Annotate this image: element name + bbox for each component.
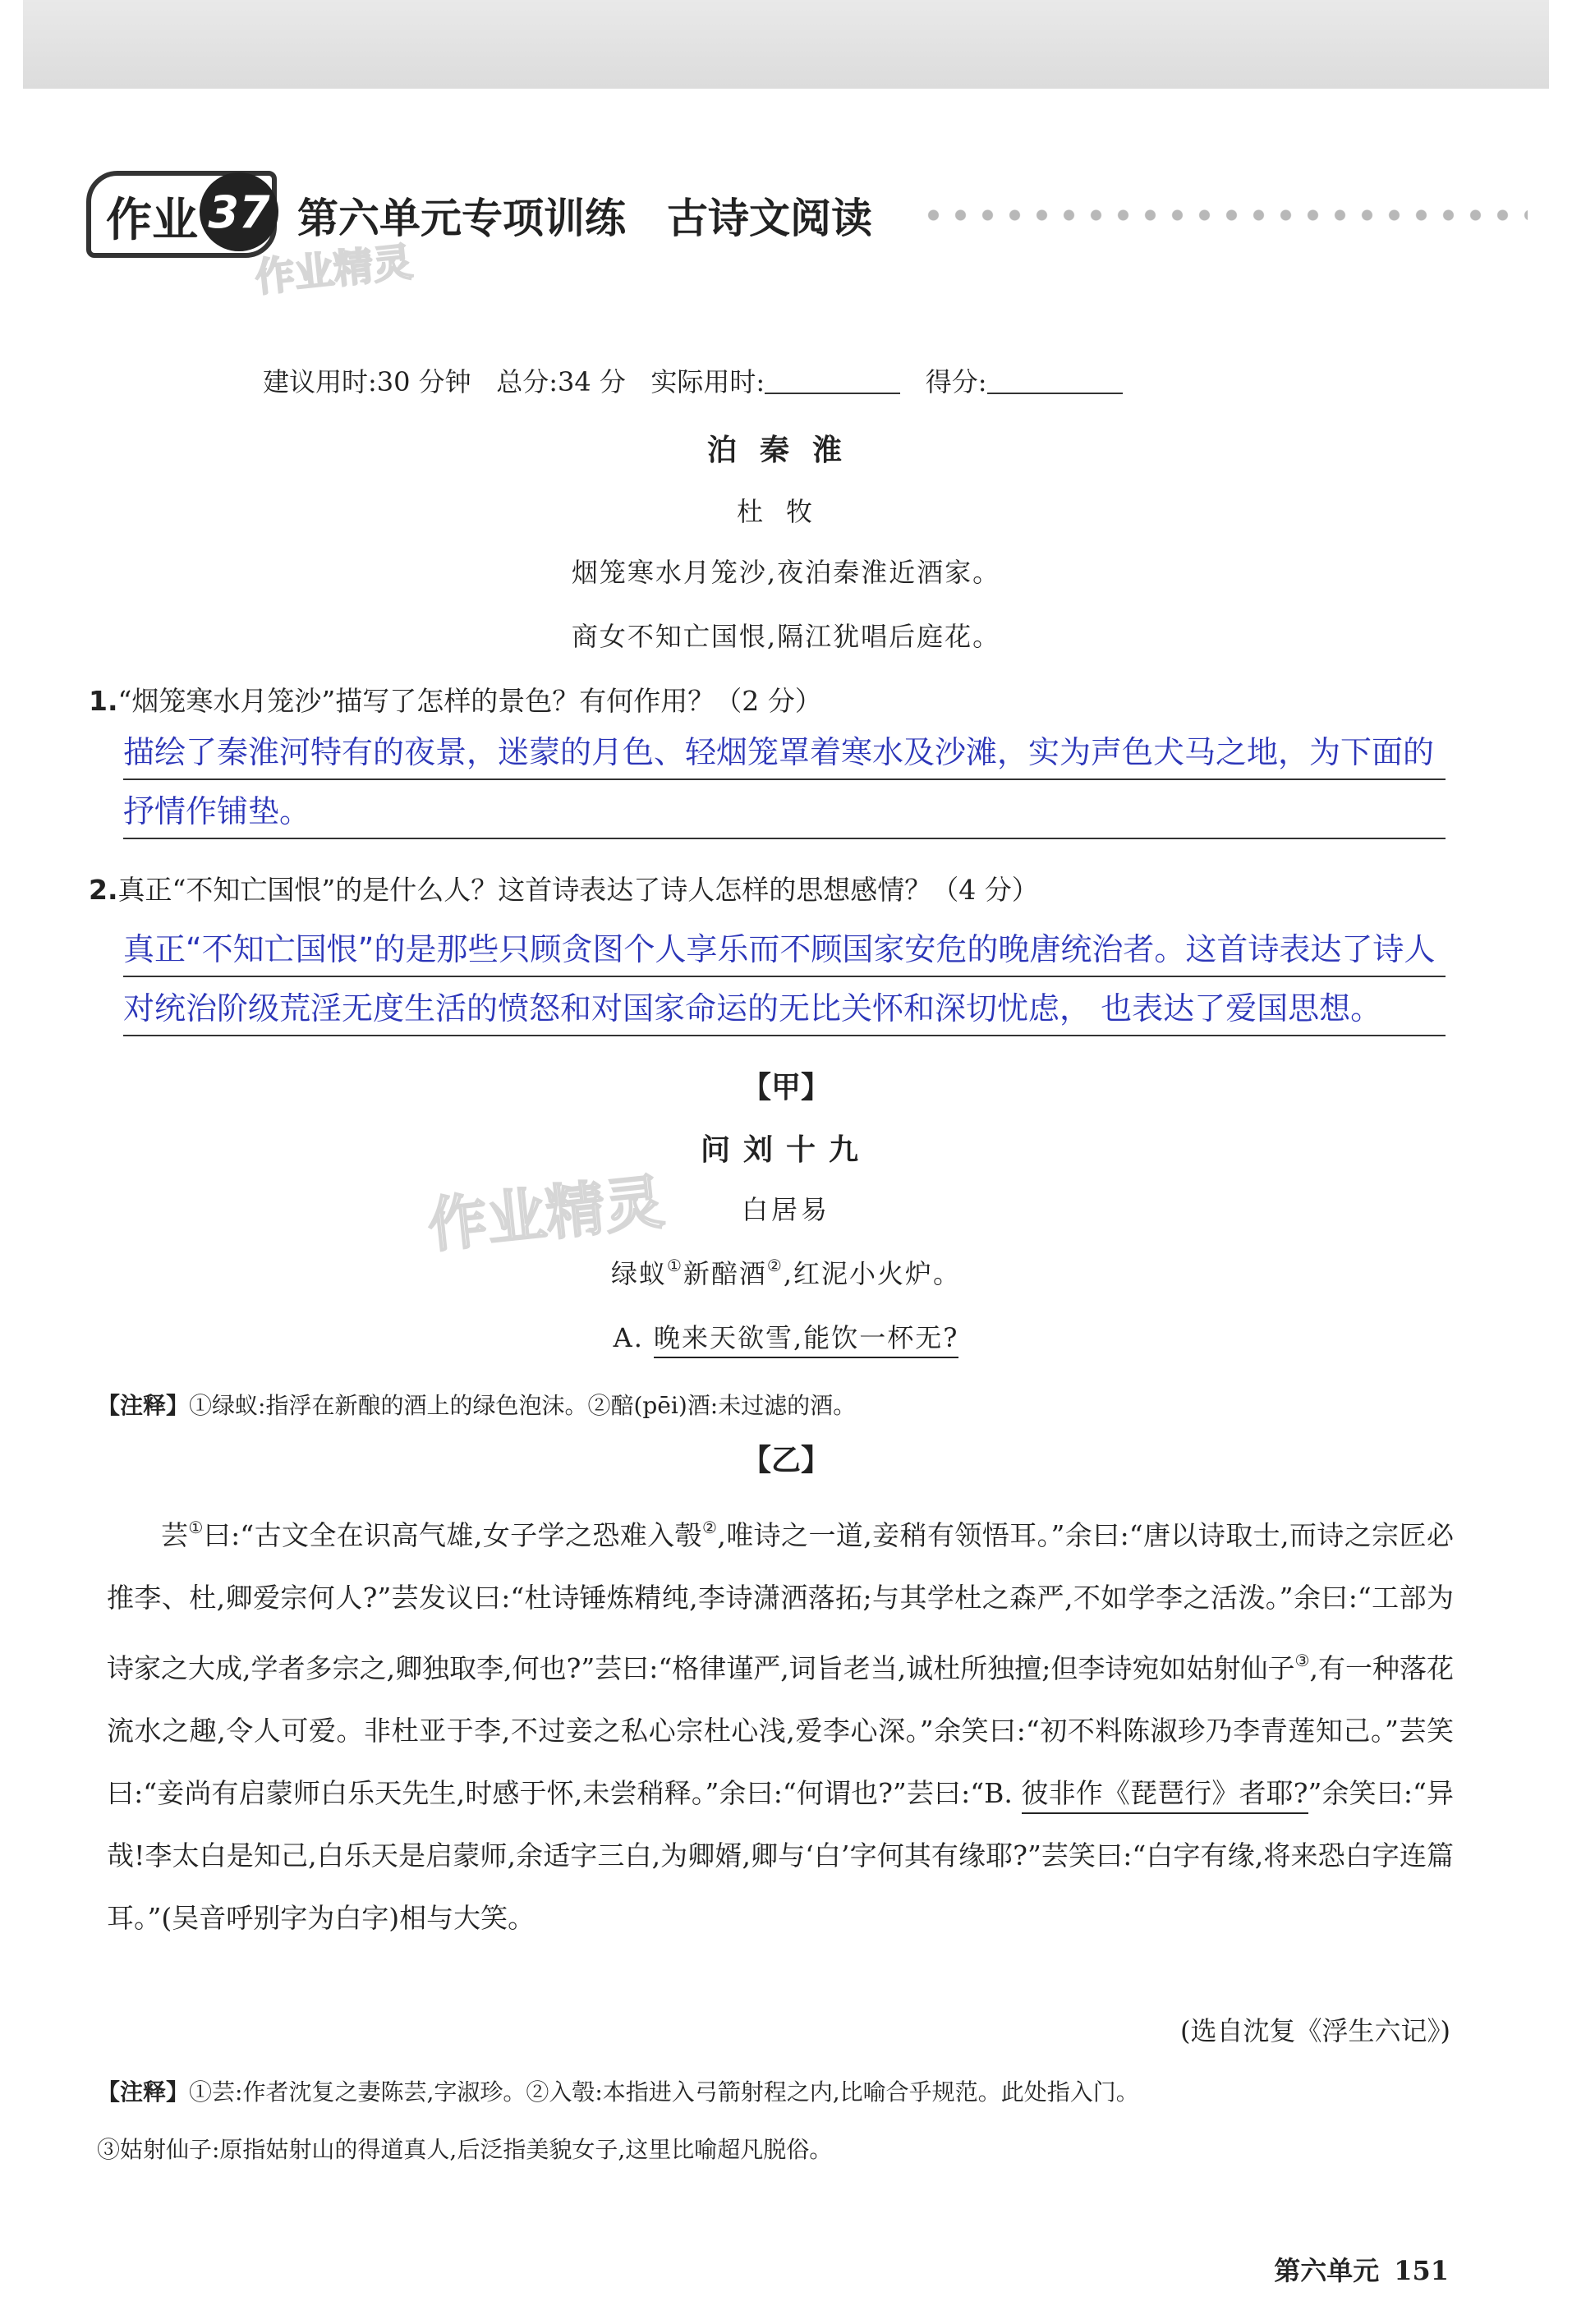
badge-number: 37 (200, 172, 278, 251)
annotation-yi: 【注释】①芸:作者沈复之妻陈芸,字淑珍。②入彀:本指进入弓箭射程之内,比喻合乎规范。此处指入门。 (97, 2078, 1139, 2106)
question-number: 2. (89, 874, 118, 906)
handwritten-answer-2[interactable]: 真正“不知亡国恨”的是那些只顾贪图个人享乐而不顾国家安危的晚唐统治者。这首诗表达了诗人对统治阶级荒淫无度生活的愤怒和对国家命运的无比关怀和深切忧虑， 也表达了爱国思想。 (123, 931, 1436, 1027)
annotation-jia: 【注释】①绿蚁:指浮在新酿的酒上的绿色泡沫。②醅(pēi)酒:未过滤的酒。 (97, 1392, 857, 1419)
label-b: B. (984, 1777, 1022, 1809)
poem-line: 商女不知亡国恨,隔江犹唱后庭花。 (571, 621, 1001, 652)
question-2 (89, 869, 1039, 907)
score-label: 得分: (925, 366, 987, 397)
underlined-sentence-b: 彼非作《琵琶行》者耶? (1022, 1777, 1308, 1814)
watermark: 作业精灵 (253, 239, 415, 301)
poem-line: 绿蚁①新醅酒②,红泥小火炉。 (610, 1256, 962, 1289)
poem-author: 杜牧 (736, 496, 835, 527)
score-blank[interactable] (987, 368, 1123, 394)
homework-badge (86, 171, 277, 258)
underlined-sentence-a: 晚来天欲雪,能饮一杯无? (654, 1322, 958, 1358)
poem-title: 问刘十九 (700, 1133, 871, 1167)
label-a: A. (613, 1322, 655, 1353)
poem-author: 白居易 (741, 1194, 830, 1225)
prose-passage: 芸①曰:“古文全在识高气雄,女子学之恐难入彀②,唯诗之一道,妾稍有领悟耳。”余曰:“唐以诗取士,而诗之宗匠必推李、杜,卿爱宗何人?”芸发议曰:“杜诗锤炼精纯,李诗潇洒落拓;与其学杜之森严,不如学李之活泼。”余曰:“工部为诗家之大成,学者多宗之,卿独取李,何也?”芸曰:“格律谨严,词旨老当,诚杜所独擅;但李诗宛如姑射仙子③,有一种落花流水之趣,令人可爱。非杜亚于李,不过妾之私心宗杜心浅,爱李心深。”余笑曰:“初不料陈淑珍乃李青莲知己。”芸笑曰:“妾尚有启蒙师白乐天先生,时感于怀,未尝稍释。”余曰:“何谓也?”芸曰:“B. 彼非作《琵琶行》者耶?”余笑曰:“异哉!李太白是知己,白乐天是启蒙师,余适字三白,为卿婿,卿与‘白’字何其有缘耶?”芸笑曰:“白字有缘,将来恐白字连篇耳。”(吴音呼别字为白字)相与大笑。 (107, 1518, 1454, 1934)
actual-time-label: 实际用时: (650, 366, 765, 397)
actual-time-blank[interactable] (765, 368, 900, 394)
page-footer (1274, 2250, 1449, 2288)
section-yi-mark: 【乙】 (741, 1444, 830, 1477)
page-title: 第六单元专项训练 古诗文阅读 (297, 195, 872, 242)
footer-unit: 第六单元 (1274, 2255, 1380, 2286)
scan-top-band (23, 0, 1549, 89)
annotation-yi-continued: ③姑射仙子:原指姑射山的得道真人,后泛指美貌女子,这里比喻超凡脱俗。 (97, 2136, 833, 2163)
question-text: “烟笼寒水月笼沙”描写了怎样的景色？有何作用？（2 分） (117, 685, 822, 717)
question-1 (89, 680, 822, 719)
poem-line-a (0, 1317, 1572, 1355)
total-score: 总分:34 分 (496, 366, 626, 397)
page-number: 151 (1394, 2255, 1449, 2286)
section-jia-mark: 【甲】 (741, 1071, 830, 1105)
assignment-meta (263, 361, 1123, 399)
source-citation: (选自沈复《浮生六记》) (1180, 2015, 1450, 2046)
watermark: 作业精灵 (425, 1167, 668, 1261)
poem-line: 烟笼寒水月笼沙,夜泊秦淮近酒家。 (571, 557, 1001, 588)
question-text: 真正“不知亡国恨”的是什么人？这首诗表达了诗人怎样的思想感情？（4 分） (117, 874, 1039, 906)
question-number: 1. (89, 685, 118, 717)
suggested-time: 建议用时:30 分钟 (263, 366, 471, 397)
badge-word: 作业 (106, 194, 198, 247)
title-dot-rule (920, 207, 1528, 223)
handwritten-answer-1[interactable]: 描绘了秦淮河特有的夜景，迷蒙的月色、轻烟笼罩着寒水及沙滩，实为声色犬马之地，为下面的抒情作铺垫。 (123, 734, 1435, 829)
poem-title: 泊秦淮 (706, 434, 865, 467)
